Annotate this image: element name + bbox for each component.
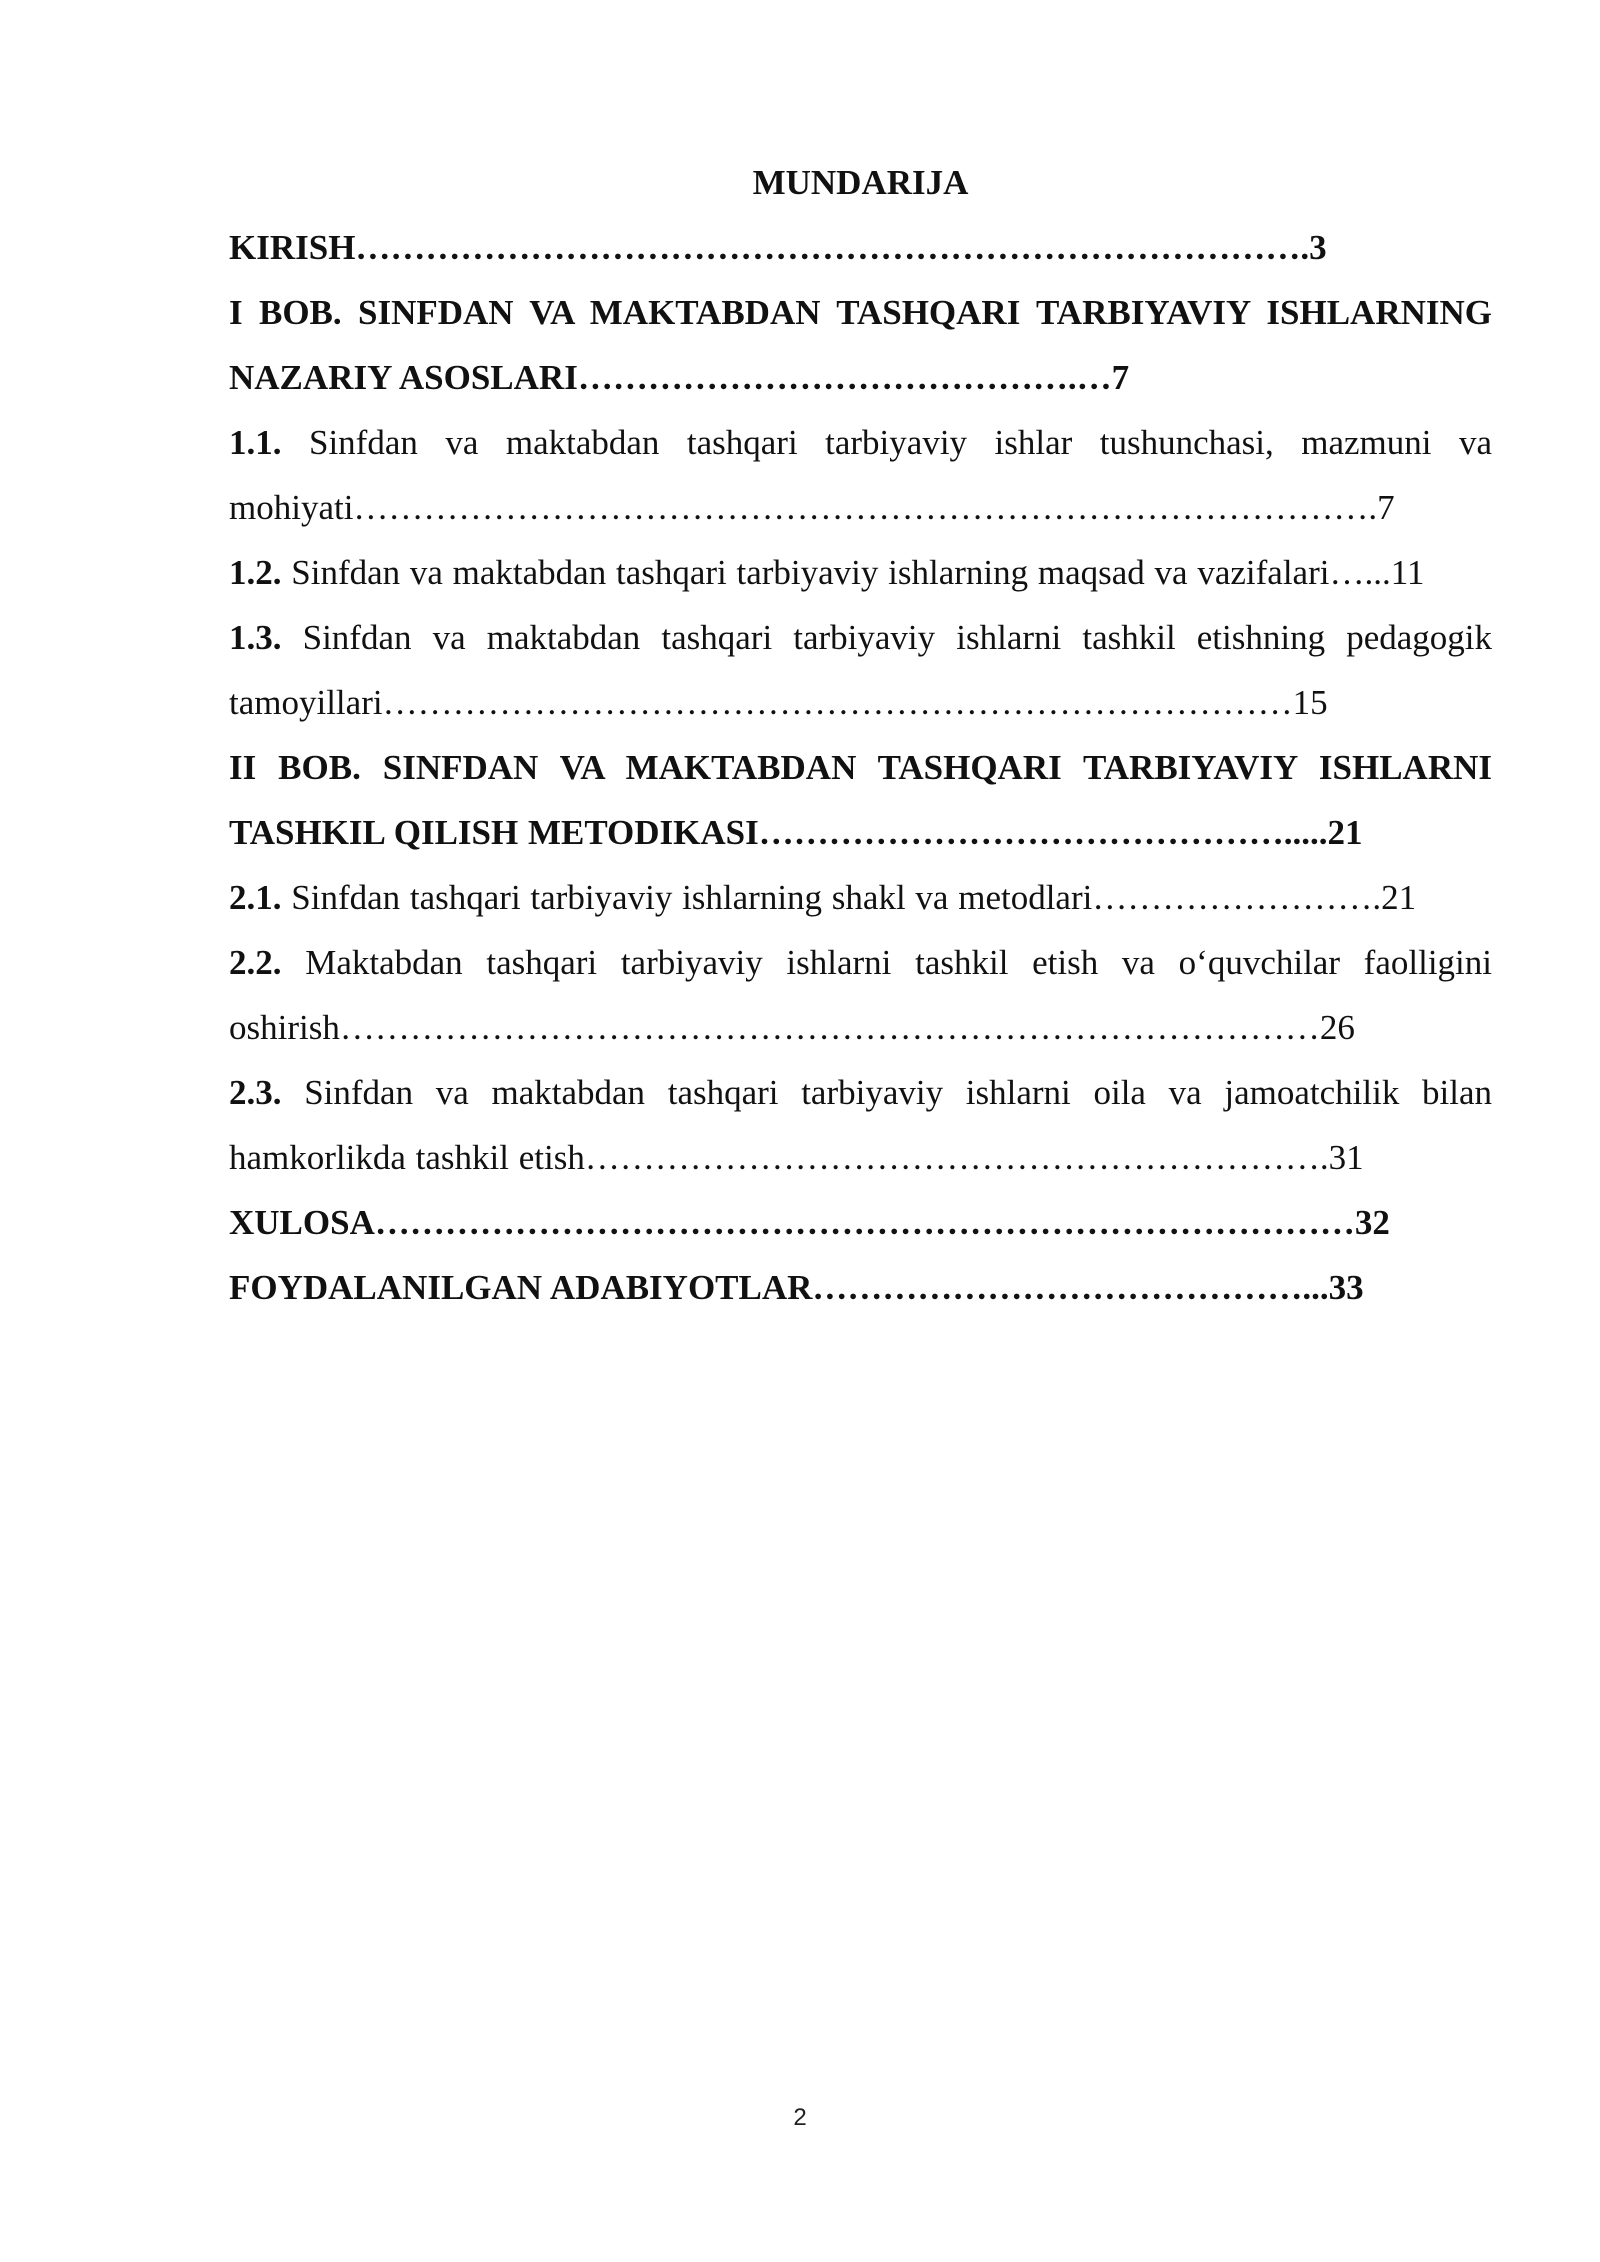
toc-entry-1-3[interactable] xyxy=(229,605,1492,735)
toc-entry-text: Sinfdan va maktabdan tashqari tarbiyaviy ishlarni tashkil etishning pedagogik tamoyillari……………………………………………………………………15 xyxy=(229,618,1492,722)
toc-entry-text: Sinfdan va maktabdan tashqari tarbiyaviy ishlarning maqsad va vazifalari…...11 xyxy=(281,553,1425,592)
toc-heading: MUNDARIJA xyxy=(752,163,969,202)
toc-entry-number: 1.3. xyxy=(229,618,282,657)
toc-entry-text: KIRISH……………………………………………………………………….3 xyxy=(229,228,1327,267)
toc-entry-number: 1.1. xyxy=(229,423,282,462)
toc-entry-text: FOYDALANILGAN ADABIYOTLAR……………………………………...33 xyxy=(229,1268,1364,1307)
toc-entry-text: I BOB. SINFDAN VA MAKTABDAN TASHQARI TARBIYAVIY ISHLARNING NAZARIY ASOSLARI…………………………………….…7 xyxy=(229,293,1492,397)
toc-entry-chapter-2[interactable] xyxy=(229,735,1492,865)
toc-entry-xulosa[interactable] xyxy=(229,1190,1492,1255)
toc-entry-number: 1.2. xyxy=(229,553,282,592)
toc-entry-2-2[interactable] xyxy=(229,930,1492,1060)
toc-entry-2-3[interactable] xyxy=(229,1060,1492,1190)
toc-entry-text: Sinfdan va maktabdan tashqari tarbiyaviy ishlarni oila va jamoatchilik bilan hamkorlikda tashkil etish……………………………………………………….31 xyxy=(229,1073,1492,1177)
toc-entry-number: 2.1. xyxy=(229,878,282,917)
toc-entry-references[interactable] xyxy=(229,1255,1492,1320)
toc-entry-text: Sinfdan va maktabdan tashqari tarbiyaviy ishlar tushunchasi, mazmuni va mohiyati…………………………………………………………………………….7 xyxy=(229,423,1492,527)
toc-entry-text: Sinfdan tashqari tarbiyaviy ishlarning shakl va metodlari…………………….21 xyxy=(281,878,1417,917)
toc-entry-1-1[interactable] xyxy=(229,410,1492,540)
toc-entry-1-2[interactable] xyxy=(229,540,1492,605)
toc-entry-chapter-1[interactable] xyxy=(229,280,1492,410)
toc-entry-text: Maktabdan tashqari tarbiyaviy ishlarni tashkil etish va o‘quvchilar faolligini oshirish…………………………………………………………………………26 xyxy=(229,943,1492,1047)
toc-entry-text: II BOB. SINFDAN VA MAKTABDAN TASHQARI TARBIYAVIY ISHLARNI TASHKIL QILISH METODIKASI……………………………………….....21 xyxy=(229,748,1492,852)
toc-entry-2-1[interactable] xyxy=(229,865,1492,930)
toc-entry-number: 2.2. xyxy=(229,943,282,982)
table-of-contents xyxy=(229,150,1492,1320)
toc-entry-number: 2.3. xyxy=(229,1073,282,1112)
toc-entry-text: XULOSA…………………………………………………………………………32 xyxy=(229,1203,1390,1242)
page-number: 2 xyxy=(793,2104,807,2131)
toc-entry-kirish[interactable] xyxy=(229,215,1492,280)
